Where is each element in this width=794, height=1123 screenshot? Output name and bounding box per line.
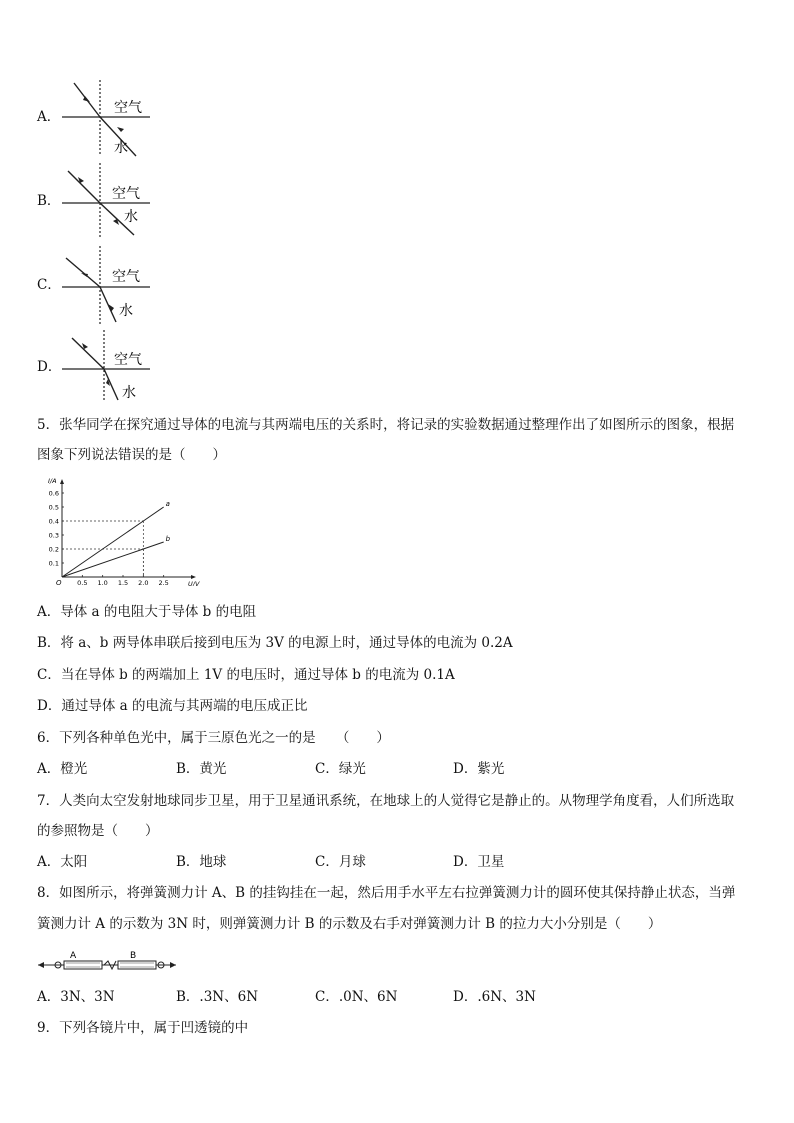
y-tick-label: 0.4 bbox=[48, 517, 59, 526]
x-axis-arrow-icon bbox=[191, 575, 196, 579]
refraction-diagram-d bbox=[58, 330, 168, 402]
series-label-b: b bbox=[165, 535, 171, 543]
q5-option-d[interactable]: D．通过导体 a 的电流与其两端的电压成正比 bbox=[37, 698, 308, 714]
spring-scale-figure bbox=[36, 949, 180, 975]
x-tick-label: 2.5 bbox=[158, 579, 169, 586]
series-line-b bbox=[62, 542, 164, 577]
scale-a-label: A bbox=[70, 951, 77, 961]
q5-stem-line1: 5．张华同学在探究通过导体的电流与其两端电压的关系时，将记录的实验数据通过整理作出了如图所示的图象，根据 bbox=[37, 417, 735, 433]
option-label: A． bbox=[37, 109, 61, 125]
q8-option-b[interactable]: B．.3N、6N bbox=[176, 989, 259, 1005]
air-label: 空气 bbox=[112, 269, 140, 285]
series-label-a: a bbox=[165, 500, 170, 508]
air-label: 空气 bbox=[114, 100, 142, 116]
origin-label: O bbox=[56, 579, 62, 586]
q5-option-c[interactable]: C．当在导体 b 的两端加上 1V 的电压时，通过导体 b 的电流为 0.1A bbox=[37, 667, 455, 683]
q7-stem-line2: 的参照物是（ ） bbox=[37, 823, 159, 839]
q6-option-d[interactable]: D．紫光 bbox=[453, 761, 505, 777]
right-arrow-icon bbox=[170, 962, 176, 968]
x-tick-label: 2.0 bbox=[138, 579, 149, 586]
q5-option-b[interactable]: B．将 a、b 两导体串联后接到电压为 3V 的电源上时，通过导体的电流为 0.2A bbox=[37, 635, 513, 651]
x-axis-label: U/V bbox=[188, 580, 200, 586]
scale-b-body bbox=[118, 961, 156, 969]
q7-option-b[interactable]: B．地球 bbox=[176, 854, 227, 870]
q6-option-a[interactable]: A．橙光 bbox=[37, 761, 88, 777]
q7-option-d[interactable]: D．卫星 bbox=[453, 854, 505, 870]
q6-stem: 6．下列各种单色光中，属于三原色光之一的是 （ ） bbox=[37, 730, 390, 746]
x-tick-label: 0.5 bbox=[77, 579, 88, 586]
q5-option-a[interactable]: A．导体 a 的电阻大于导体 b 的电阻 bbox=[37, 604, 257, 620]
water-label: 水 bbox=[119, 303, 133, 319]
y-tick-label: 0.2 bbox=[48, 545, 59, 554]
q7-stem-line1: 7．人类向太空发射地球同步卫星，用于卫星通讯系统，在地球上的人觉得它是静止的。从物理学角度看，人们所选取 bbox=[37, 793, 735, 809]
water-label: 水 bbox=[124, 209, 138, 225]
q9-stem: 9．下列各镜片中，属于凹透镜的中 bbox=[37, 1020, 249, 1036]
q8-stem-line2: 簧测力计 A 的示数为 3N 时，则弹簧测力计 B 的示数及右手对弹簧测力计 B 的拉力大小分别是（ ） bbox=[37, 916, 662, 932]
q6-option-b[interactable]: B．黄光 bbox=[176, 761, 227, 777]
refraction-diagram-a bbox=[58, 80, 168, 160]
air-label: 空气 bbox=[112, 186, 140, 202]
water-label: 水 bbox=[114, 140, 128, 156]
y-tick-label: 0.5 bbox=[48, 503, 59, 512]
y-tick-label: 0.3 bbox=[48, 531, 59, 540]
q8-option-c[interactable]: C．.0N、6N bbox=[315, 989, 398, 1005]
y-axis-label: I/A bbox=[48, 478, 57, 485]
q8-stem-line1: 8．如图所示，将弹簧测力计 A、B 的挂钩挂在一起，然后用手水平左右拉弹簧测力计的圆环使其保持静止状态，当弹 bbox=[37, 885, 736, 901]
air-label: 空气 bbox=[114, 352, 142, 368]
q8-option-a[interactable]: A．3N、3N bbox=[37, 989, 115, 1005]
water-label: 水 bbox=[122, 385, 136, 401]
scale-b-label: B bbox=[130, 951, 137, 961]
y-axis-arrow-icon bbox=[60, 479, 64, 484]
q7-option-c[interactable]: C．月球 bbox=[315, 854, 366, 870]
iv-chart bbox=[40, 478, 200, 586]
refraction-diagram-b bbox=[58, 163, 168, 243]
refraction-diagram-c bbox=[58, 246, 168, 326]
option-label: D． bbox=[37, 359, 62, 375]
series-line-a bbox=[62, 507, 164, 577]
q5-stem-line2: 图象下列说法错误的是（ ） bbox=[37, 447, 226, 463]
q8-option-d[interactable]: D．.6N、3N bbox=[453, 989, 536, 1005]
x-tick-label: 1.5 bbox=[117, 579, 129, 586]
option-label: B． bbox=[37, 193, 61, 209]
scale-a-body bbox=[64, 961, 102, 969]
x-tick-label: 1.0 bbox=[97, 579, 108, 586]
option-label: C． bbox=[37, 277, 61, 293]
y-tick-label: 0.1 bbox=[48, 559, 59, 568]
q7-option-a[interactable]: A．太阳 bbox=[37, 854, 88, 870]
q6-option-c[interactable]: C．绿光 bbox=[315, 761, 366, 777]
y-tick-label: 0.6 bbox=[48, 489, 59, 498]
left-arrow-icon bbox=[38, 962, 44, 968]
